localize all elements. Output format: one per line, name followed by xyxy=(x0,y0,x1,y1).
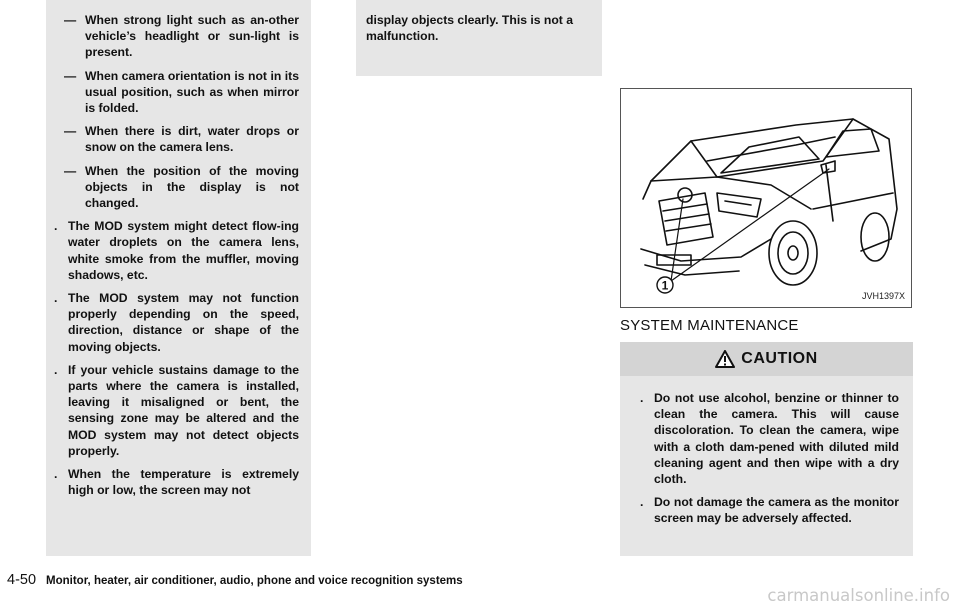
caution-header xyxy=(620,342,913,376)
middle-column xyxy=(356,0,602,76)
continued-text: display objects clearly. This is not a malfunction. xyxy=(366,13,574,44)
bullet-text: The MOD system may not function properly depending on the speed, direction, distance or shape of the moving objects. xyxy=(68,291,299,354)
chapter-title: Monitor, heater, air conditioner, audio, phone and voice recognition systems xyxy=(46,575,463,587)
suv-camera-illustration xyxy=(621,89,911,307)
sub-item-text: When strong light such as an-other vehicle’s headlight or sun-light is present. xyxy=(85,13,299,60)
dash-marker: — xyxy=(64,13,77,27)
sub-item xyxy=(64,163,299,212)
sub-item-text: When the position of the moving objects in the display is not changed. xyxy=(85,163,299,211)
dash-marker: — xyxy=(64,68,77,83)
page-footer xyxy=(7,572,463,588)
callout-number: 1 xyxy=(661,278,669,293)
bullet-text: The MOD system might detect flow-ing water droplets on the camera lens, white smoke from the muffler, moving shadows, etc. xyxy=(68,219,299,282)
sub-item-text: When there is dirt, water drops or snow on the camera lens. xyxy=(85,124,299,155)
caution-item xyxy=(640,494,899,526)
bullet-marker: . xyxy=(54,362,58,377)
bullet-item xyxy=(54,362,299,459)
right-column xyxy=(608,0,914,556)
sub-item xyxy=(64,68,299,117)
sub-item-list xyxy=(46,0,311,211)
caution-list xyxy=(620,376,913,527)
bullet-item xyxy=(54,466,299,498)
bullet-item xyxy=(54,290,299,355)
left-column xyxy=(46,0,311,556)
bullet-text: If your vehicle sustains damage to the parts where the camera is installed, leaving it misaligned or bent, the sensing zone may be altered and the MOD system may not detect objects properly. xyxy=(68,362,299,458)
section-heading: SYSTEM MAINTENANCE xyxy=(620,317,799,334)
bullet-marker: . xyxy=(54,291,58,306)
bullet-item xyxy=(54,218,299,283)
bullet-marker: . xyxy=(54,467,58,482)
caution-title: CAUTION xyxy=(741,349,818,367)
bullet-marker: . xyxy=(640,495,644,510)
warning-triangle-icon xyxy=(715,350,735,368)
watermark: carmanualsonline.info xyxy=(767,586,950,605)
vehicle-figure xyxy=(620,88,912,308)
dash-marker: — xyxy=(64,163,77,178)
sub-item xyxy=(64,12,299,61)
page-number: 4-50 xyxy=(7,572,37,588)
bullet-text: When the temperature is extremely high or low, the screen may not xyxy=(68,467,299,498)
sub-item xyxy=(64,123,299,155)
caution-box xyxy=(620,342,913,556)
caution-item xyxy=(640,390,899,487)
sub-item-text: When camera orientation is not in its usual position, such as when mirror is folded. xyxy=(85,68,299,116)
bullet-list xyxy=(46,218,311,498)
dash-marker: — xyxy=(64,124,77,139)
figure-code: JVH1397X xyxy=(861,290,905,301)
bullet-marker: . xyxy=(640,391,644,405)
caution-text: Do not use alcohol, benzine or thinner to clean the camera. This will cause discoloration. To clean the camera, wipe with a cloth dam-pened with diluted mild cleaning agent and then wipe with a dry cloth. xyxy=(654,391,899,487)
bullet-marker: . xyxy=(54,219,58,234)
caution-text: Do not damage the camera as the monitor screen may be adversely affected. xyxy=(654,495,899,526)
